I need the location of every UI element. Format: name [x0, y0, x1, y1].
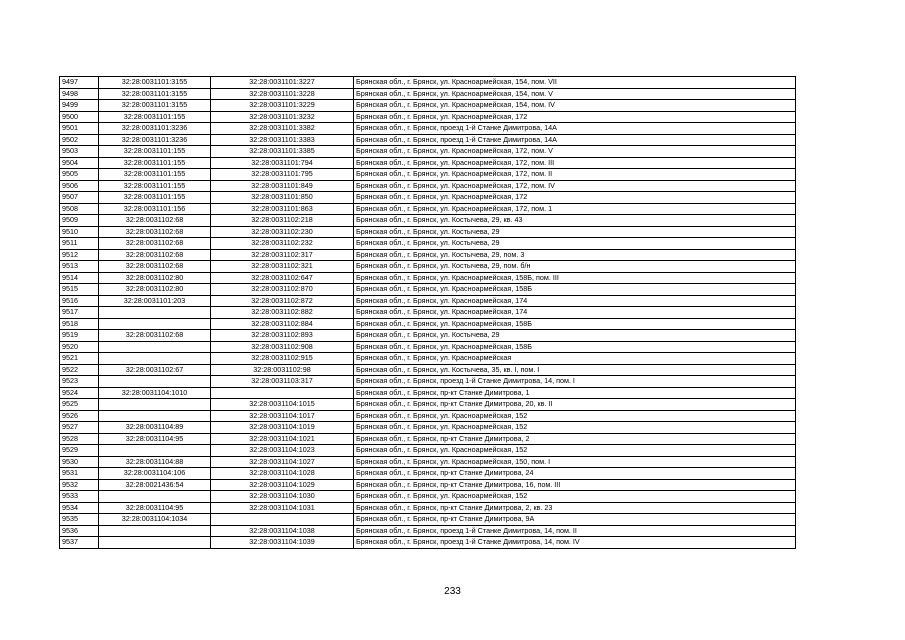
cell-cadastral-number: 32:28:0031101:3383	[211, 134, 354, 146]
cell-parent-cadastral-number	[99, 353, 211, 365]
cell-address: Брянская обл., г. Брянск, ул. Костычева, 29, пом. б/н	[354, 261, 796, 273]
cell-parent-cadastral-number: 32:28:0031101:155	[99, 192, 211, 204]
table-row	[60, 203, 796, 215]
cell-address: Брянская обл., г. Брянск, ул. Красноармейская, 158Б, пом. III	[354, 272, 796, 284]
cell-row-number: 9506	[60, 180, 99, 192]
cell-parent-cadastral-number	[99, 399, 211, 411]
cell-address: Брянская обл., г. Брянск, ул. Красноармейская, 154, пом. V	[354, 88, 796, 100]
cell-parent-cadastral-number	[99, 537, 211, 549]
cell-row-number: 9501	[60, 123, 99, 135]
cell-address: Брянская обл., г. Брянск, ул. Красноармейская, 172, пом. V	[354, 146, 796, 158]
cell-parent-cadastral-number	[99, 410, 211, 422]
cell-row-number: 9530	[60, 456, 99, 468]
cell-parent-cadastral-number	[99, 525, 211, 537]
table-row	[60, 295, 796, 307]
cell-address: Брянская обл., г. Брянск, пр-кт Станке Димитрова, 16, пом. III	[354, 479, 796, 491]
cell-cadastral-number: 32:28:0031104:1030	[211, 491, 354, 503]
cell-row-number: 9529	[60, 445, 99, 457]
table-row	[60, 353, 796, 365]
table-row	[60, 146, 796, 158]
cell-cadastral-number: 32:28:0031102:321	[211, 261, 354, 273]
cell-cadastral-number	[211, 387, 354, 399]
table-row	[60, 479, 796, 491]
cell-cadastral-number: 32:28:0031102:893	[211, 330, 354, 342]
table-row	[60, 445, 796, 457]
registry-table	[59, 76, 796, 549]
cell-address: Брянская обл., г. Брянск, ул. Красноармейская, 152	[354, 410, 796, 422]
cell-row-number: 9509	[60, 215, 99, 227]
cell-row-number: 9519	[60, 330, 99, 342]
cell-parent-cadastral-number: 32:28:0031101:3155	[99, 77, 211, 89]
cell-address: Брянская обл., г. Брянск, пр-кт Станке Димитрова, 1	[354, 387, 796, 399]
cell-address: Брянская обл., г. Брянск, ул. Красноармейская, 152	[354, 491, 796, 503]
cell-row-number: 9500	[60, 111, 99, 123]
cell-cadastral-number: 32:28:0031102:872	[211, 295, 354, 307]
table-row	[60, 284, 796, 296]
cell-row-number: 9520	[60, 341, 99, 353]
cell-cadastral-number: 32:28:0031101:863	[211, 203, 354, 215]
table-row	[60, 272, 796, 284]
cell-cadastral-number: 32:28:0031104:1019	[211, 422, 354, 434]
cell-address: Брянская обл., г. Брянск, пр-кт Станке Димитрова, 2, кв. 23	[354, 502, 796, 514]
cell-row-number: 9531	[60, 468, 99, 480]
cell-row-number: 9498	[60, 88, 99, 100]
table-row	[60, 491, 796, 503]
cell-cadastral-number: 32:28:0031102:232	[211, 238, 354, 250]
cell-parent-cadastral-number: 32:28:0031104:106	[99, 468, 211, 480]
cell-cadastral-number: 32:28:0031104:1038	[211, 525, 354, 537]
cell-cadastral-number: 32:28:0031101:850	[211, 192, 354, 204]
table-row	[60, 169, 796, 181]
cell-parent-cadastral-number: 32:28:0031101:155	[99, 157, 211, 169]
table-row	[60, 318, 796, 330]
cell-parent-cadastral-number: 32:28:0031104:88	[99, 456, 211, 468]
table-row	[60, 502, 796, 514]
table-row	[60, 537, 796, 549]
cell-parent-cadastral-number	[99, 376, 211, 388]
cell-address: Брянская обл., г. Брянск, ул. Красноармейская, 152	[354, 445, 796, 457]
cell-parent-cadastral-number: 32:28:0031101:203	[99, 295, 211, 307]
cell-address: Брянская обл., г. Брянск, пр-кт Станке Димитрова, 20, кв. II	[354, 399, 796, 411]
cell-cadastral-number: 32:28:0031101:3228	[211, 88, 354, 100]
cell-address: Брянская обл., г. Брянск, ул. Костычева, 29	[354, 330, 796, 342]
cell-row-number: 9503	[60, 146, 99, 158]
cell-cadastral-number: 32:28:0031101:3232	[211, 111, 354, 123]
table-row	[60, 157, 796, 169]
table-row	[60, 123, 796, 135]
cell-cadastral-number: 32:28:0031102:98	[211, 364, 354, 376]
cell-cadastral-number: 32:28:0031101:3385	[211, 146, 354, 158]
cell-parent-cadastral-number: 32:28:0031102:80	[99, 272, 211, 284]
cell-address: Брянская обл., г. Брянск, ул. Костычева, 29, кв. 43	[354, 215, 796, 227]
cell-address: Брянская обл., г. Брянск, проезд 1-й Станке Димитрова, 14, пом. IV	[354, 537, 796, 549]
cell-row-number: 9514	[60, 272, 99, 284]
cell-parent-cadastral-number: 32:28:0031102:68	[99, 249, 211, 261]
table-row	[60, 525, 796, 537]
cell-address: Брянская обл., г. Брянск, ул. Красноармейская, 158Б	[354, 341, 796, 353]
cell-parent-cadastral-number: 32:28:0031104:95	[99, 502, 211, 514]
page-number: 233	[444, 586, 461, 597]
cell-parent-cadastral-number: 32:28:0031102:80	[99, 284, 211, 296]
cell-cadastral-number: 32:28:0031104:1017	[211, 410, 354, 422]
cell-row-number: 9497	[60, 77, 99, 89]
cell-parent-cadastral-number: 32:28:0031101:156	[99, 203, 211, 215]
cell-cadastral-number: 32:28:0031102:915	[211, 353, 354, 365]
cell-cadastral-number: 32:28:0031103:317	[211, 376, 354, 388]
table-row	[60, 249, 796, 261]
cell-address: Брянская обл., г. Брянск, ул. Красноармейская, 154, пом. VII	[354, 77, 796, 89]
cell-cadastral-number: 32:28:0031104:1027	[211, 456, 354, 468]
cell-address: Брянская обл., г. Брянск, ул. Красноармейская, 172	[354, 192, 796, 204]
table-row	[60, 456, 796, 468]
cell-row-number: 9512	[60, 249, 99, 261]
cell-row-number: 9517	[60, 307, 99, 319]
cell-parent-cadastral-number: 32:28:0031104:89	[99, 422, 211, 434]
cell-address: Брянская обл., г. Брянск, пр-кт Станке Димитрова, 2	[354, 433, 796, 445]
registry-table-body	[60, 77, 796, 549]
cell-row-number: 9536	[60, 525, 99, 537]
cell-cadastral-number: 32:28:0031104:1015	[211, 399, 354, 411]
cell-row-number: 9504	[60, 157, 99, 169]
table-row	[60, 77, 796, 89]
cell-parent-cadastral-number	[99, 307, 211, 319]
table-row	[60, 399, 796, 411]
cell-row-number: 9522	[60, 364, 99, 376]
cell-cadastral-number: 32:28:0031101:3227	[211, 77, 354, 89]
cell-address: Брянская обл., г. Брянск, ул. Красноармейская	[354, 353, 796, 365]
table-row	[60, 514, 796, 526]
cell-cadastral-number: 32:28:0031102:870	[211, 284, 354, 296]
cell-cadastral-number: 32:28:0031102:218	[211, 215, 354, 227]
cell-cadastral-number: 32:28:0031102:884	[211, 318, 354, 330]
table-row	[60, 261, 796, 273]
cell-parent-cadastral-number: 32:28:0031102:68	[99, 238, 211, 250]
table-row	[60, 192, 796, 204]
table-row	[60, 307, 796, 319]
cell-row-number: 9532	[60, 479, 99, 491]
cell-cadastral-number: 32:28:0031104:1039	[211, 537, 354, 549]
cell-address: Брянская обл., г. Брянск, ул. Красноармейская, 172, пом. II	[354, 169, 796, 181]
cell-parent-cadastral-number: 32:28:0031101:3155	[99, 88, 211, 100]
table-row	[60, 410, 796, 422]
table-row	[60, 100, 796, 112]
cell-cadastral-number: 32:28:0031101:849	[211, 180, 354, 192]
table-row	[60, 422, 796, 434]
table-row	[60, 226, 796, 238]
cell-row-number: 9499	[60, 100, 99, 112]
cell-cadastral-number: 32:28:0031101:794	[211, 157, 354, 169]
cell-parent-cadastral-number: 32:28:0031102:68	[99, 261, 211, 273]
cell-row-number: 9505	[60, 169, 99, 181]
cell-parent-cadastral-number: 32:28:0031104:95	[99, 433, 211, 445]
cell-row-number: 9516	[60, 295, 99, 307]
cell-address: Брянская обл., г. Брянск, ул. Красноармейская, 158Б	[354, 318, 796, 330]
cell-parent-cadastral-number	[99, 318, 211, 330]
cell-row-number: 9521	[60, 353, 99, 365]
cell-parent-cadastral-number: 32:28:0031101:155	[99, 169, 211, 181]
cell-address: Брянская обл., г. Брянск, ул. Красноармейская, 158Б	[354, 284, 796, 296]
cell-cadastral-number: 32:28:0031104:1031	[211, 502, 354, 514]
cell-parent-cadastral-number: 32:28:0031104:1034	[99, 514, 211, 526]
cell-row-number: 9515	[60, 284, 99, 296]
table-row	[60, 341, 796, 353]
cell-parent-cadastral-number: 32:28:0031102:68	[99, 330, 211, 342]
cell-address: Брянская обл., г. Брянск, ул. Красноармейская, 174	[354, 295, 796, 307]
table-row	[60, 468, 796, 480]
cell-parent-cadastral-number: 32:28:0021436:54	[99, 479, 211, 491]
cell-address: Брянская обл., г. Брянск, проезд 1-й Станке Димитрова, 14, пом. II	[354, 525, 796, 537]
cell-address: Брянская обл., г. Брянск, ул. Красноармейская, 154, пом. IV	[354, 100, 796, 112]
cell-cadastral-number: 32:28:0031104:1028	[211, 468, 354, 480]
table-row	[60, 238, 796, 250]
cell-cadastral-number	[211, 514, 354, 526]
cell-cadastral-number: 32:28:0031104:1023	[211, 445, 354, 457]
cell-row-number: 9534	[60, 502, 99, 514]
cell-parent-cadastral-number: 32:28:0031102:68	[99, 215, 211, 227]
cell-parent-cadastral-number: 32:28:0031101:3155	[99, 100, 211, 112]
cell-address: Брянская обл., г. Брянск, пр-кт Станке Димитрова, 9А	[354, 514, 796, 526]
cell-address: Брянская обл., г. Брянск, ул. Красноармейская, 152	[354, 422, 796, 434]
table-row	[60, 111, 796, 123]
cell-cadastral-number: 32:28:0031104:1021	[211, 433, 354, 445]
cell-cadastral-number: 32:28:0031102:647	[211, 272, 354, 284]
cell-row-number: 9502	[60, 134, 99, 146]
cell-parent-cadastral-number	[99, 445, 211, 457]
cell-address: Брянская обл., г. Брянск, ул. Красноармейская, 150, пом. I	[354, 456, 796, 468]
table-row	[60, 134, 796, 146]
cell-row-number: 9508	[60, 203, 99, 215]
cell-parent-cadastral-number: 32:28:0031104:1010	[99, 387, 211, 399]
cell-parent-cadastral-number: 32:28:0031102:67	[99, 364, 211, 376]
cell-cadastral-number: 32:28:0031102:317	[211, 249, 354, 261]
table-row	[60, 330, 796, 342]
cell-row-number: 9523	[60, 376, 99, 388]
cell-row-number: 9518	[60, 318, 99, 330]
cell-cadastral-number: 32:28:0031104:1029	[211, 479, 354, 491]
cell-parent-cadastral-number: 32:28:0031101:155	[99, 111, 211, 123]
table-row	[60, 180, 796, 192]
cell-row-number: 9507	[60, 192, 99, 204]
cell-row-number: 9525	[60, 399, 99, 411]
cell-row-number: 9528	[60, 433, 99, 445]
cell-row-number: 9524	[60, 387, 99, 399]
cell-parent-cadastral-number: 32:28:0031101:3236	[99, 123, 211, 135]
cell-row-number: 9533	[60, 491, 99, 503]
cell-row-number: 9527	[60, 422, 99, 434]
cell-address: Брянская обл., г. Брянск, ул. Костычева, 35, кв. I, пом. I	[354, 364, 796, 376]
cell-row-number: 9510	[60, 226, 99, 238]
table-row	[60, 376, 796, 388]
table-row	[60, 433, 796, 445]
cell-row-number: 9513	[60, 261, 99, 273]
table-row	[60, 215, 796, 227]
table-row	[60, 387, 796, 399]
cell-cadastral-number: 32:28:0031101:795	[211, 169, 354, 181]
cell-address: Брянская обл., г. Брянск, ул. Красноармейская, 172, пом. 1	[354, 203, 796, 215]
cell-row-number: 9535	[60, 514, 99, 526]
cell-parent-cadastral-number	[99, 341, 211, 353]
cell-address: Брянская обл., г. Брянск, ул. Красноармейская, 172	[354, 111, 796, 123]
table-row	[60, 364, 796, 376]
cell-row-number: 9526	[60, 410, 99, 422]
cell-row-number: 9511	[60, 238, 99, 250]
cell-address: Брянская обл., г. Брянск, ул. Костычева, 29	[354, 238, 796, 250]
cell-cadastral-number: 32:28:0031102:882	[211, 307, 354, 319]
cell-address: Брянская обл., г. Брянск, ул. Костычева, 29, пом. 3	[354, 249, 796, 261]
cell-address: Брянская обл., г. Брянск, ул. Красноармейская, 172, пом. III	[354, 157, 796, 169]
cell-cadastral-number: 32:28:0031102:908	[211, 341, 354, 353]
cell-address: Брянская обл., г. Брянск, ул. Красноармейская, 172, пом. IV	[354, 180, 796, 192]
cell-address: Брянская обл., г. Брянск, ул. Костычева, 29	[354, 226, 796, 238]
table-row	[60, 88, 796, 100]
cell-parent-cadastral-number: 32:28:0031101:155	[99, 180, 211, 192]
cell-address: Брянская обл., г. Брянск, проезд 1-й Станке Димитрова, 14, пом. I	[354, 376, 796, 388]
cell-address: Брянская обл., г. Брянск, проезд 1-й Станке Димитрова, 14А	[354, 134, 796, 146]
cell-parent-cadastral-number: 32:28:0031101:3236	[99, 134, 211, 146]
cell-cadastral-number: 32:28:0031101:3382	[211, 123, 354, 135]
cell-address: Брянская обл., г. Брянск, проезд 1-й Станке Димитрова, 14А	[354, 123, 796, 135]
cell-address: Брянская обл., г. Брянск, ул. Красноармейская, 174	[354, 307, 796, 319]
cell-cadastral-number: 32:28:0031101:3229	[211, 100, 354, 112]
cell-address: Брянская обл., г. Брянск, пр-кт Станке Димитрова, 24	[354, 468, 796, 480]
cell-row-number: 9537	[60, 537, 99, 549]
cell-parent-cadastral-number	[99, 491, 211, 503]
cell-parent-cadastral-number: 32:28:0031101:155	[99, 146, 211, 158]
cell-cadastral-number: 32:28:0031102:230	[211, 226, 354, 238]
cell-parent-cadastral-number: 32:28:0031102:68	[99, 226, 211, 238]
